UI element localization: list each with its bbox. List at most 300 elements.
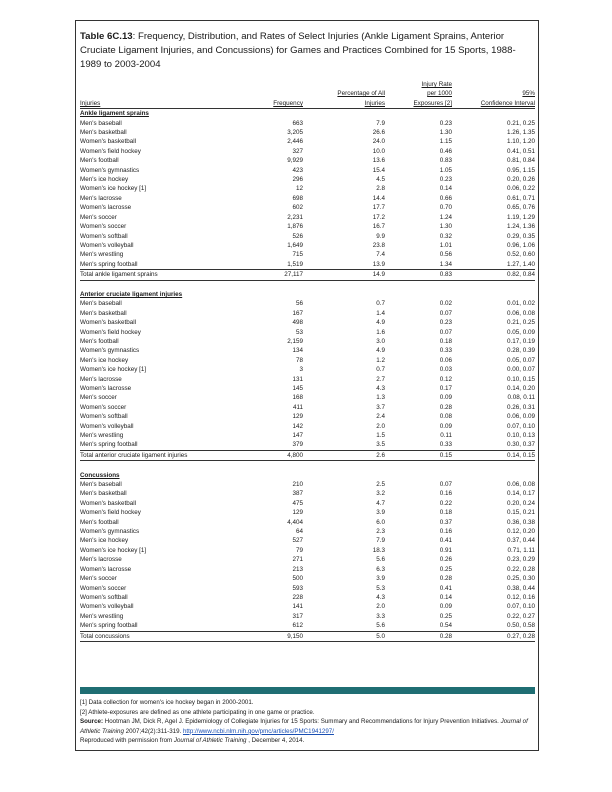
table-cell: 0.46 [439, 147, 452, 155]
table-row [80, 156, 535, 165]
table-cell: 1.24, 1.36 [506, 223, 535, 231]
table-cell: 3,205 [287, 129, 303, 137]
table-cell: Women's softball [80, 593, 128, 601]
table-cell: 2,159 [287, 337, 303, 345]
table-cell: 0.01, 0.02 [506, 300, 535, 308]
table-cell: 9.9 [376, 232, 385, 240]
table-cell: 168 [292, 394, 303, 402]
table-cell: 17.7 [372, 204, 385, 212]
total-cell: 0.28 [385, 631, 452, 641]
table-cell: 612 [292, 622, 303, 630]
table-cell: 5.6 [376, 556, 385, 564]
table-cell: Women's ice hockey [1] [80, 546, 147, 554]
table-cell: 0.12, 0.16 [506, 593, 535, 601]
total-cell: 27,117 [240, 270, 303, 280]
table-row [80, 536, 535, 545]
table-cell: 131 [292, 375, 303, 383]
table-row [80, 527, 535, 536]
table-row [80, 393, 535, 402]
table-cell: 4.3 [376, 593, 385, 601]
table-cell: 1.10, 1.20 [506, 138, 535, 146]
table-cell: 271 [292, 556, 303, 564]
table-row [80, 299, 535, 308]
table-cell: 0.23 [439, 176, 452, 184]
table-cell: 0.37 [439, 518, 452, 526]
table-cell: 147 [292, 432, 303, 440]
table-cell: Men's basketball [80, 490, 127, 498]
table-header [80, 80, 535, 109]
table-row [80, 203, 535, 212]
table-row [80, 147, 535, 156]
table-cell: 0.05, 0.07 [506, 356, 535, 364]
table-row [80, 309, 535, 318]
total-cell: 0.14, 0.15 [452, 450, 535, 460]
total-cell: 0.27, 0.28 [452, 631, 535, 641]
table-cell: Men's soccer [80, 213, 117, 221]
table-cell: 0.20, 0.26 [506, 176, 535, 184]
table-cell: 1.26, 1.35 [506, 129, 535, 137]
table-cell: 0.23 [439, 319, 452, 327]
table-row [80, 175, 535, 184]
table-cell: 0.23 [439, 119, 452, 127]
total-cell: Total anterior cruciate ligament injuries [80, 450, 240, 460]
table-cell: 423 [292, 166, 303, 174]
table-cell: Men's baseball [80, 119, 122, 127]
table-number: Table 6C.13 [80, 31, 133, 42]
table-cell: Women's basketball [80, 319, 137, 327]
table-cell: 0.25, 0.30 [506, 575, 535, 583]
source-citation: 2007;42(2):311-319. [123, 727, 183, 735]
table-cell: 142 [292, 422, 303, 430]
table-row [80, 375, 535, 384]
table-cell: Women's volleyball [80, 422, 134, 430]
table-cell: 5.6 [376, 622, 385, 630]
table-cell: 0.10, 0.15 [506, 375, 535, 383]
table-cell: 53 [295, 328, 303, 336]
table-cell: 0.06, 0.08 [506, 481, 535, 489]
table-cell: 228 [292, 593, 303, 601]
table-cell: Men's lacrosse [80, 375, 122, 383]
table-cell: 475 [292, 499, 303, 507]
col-confidence-interval: 95% Confidence Interval [452, 80, 535, 109]
table-row [80, 260, 535, 270]
table-cell: Men's ice hockey [80, 537, 129, 545]
table-cell: 0.16 [439, 528, 452, 536]
table-row [80, 546, 535, 555]
table-cell: 0.41 [439, 537, 452, 545]
table-cell: 0.20, 0.24 [506, 499, 535, 507]
table-cell: 14.4 [372, 194, 385, 202]
table-cell: 0.08 [439, 413, 452, 421]
table-cell: 3.3 [376, 612, 385, 620]
footnotes [80, 698, 535, 746]
table-cell: 2.7 [376, 375, 385, 383]
table-row [80, 555, 535, 564]
table-cell: 4,404 [287, 518, 303, 526]
table-cell: 2.0 [376, 603, 385, 611]
table-cell: 4.3 [376, 384, 385, 392]
table-row [80, 489, 535, 498]
table-row [80, 241, 535, 250]
table-cell: 0.14, 0.17 [506, 490, 535, 498]
section-heading: Concussions [80, 471, 120, 479]
table-cell: 0.18 [439, 509, 452, 517]
table-cell: 0.17 [439, 384, 452, 392]
table-cell: Women's basketball [80, 138, 137, 146]
table-row [80, 128, 535, 137]
table-row [80, 584, 535, 593]
table-cell: Men's football [80, 337, 119, 345]
table-cell: 1.2 [376, 356, 385, 364]
table-cell: Women's softball [80, 413, 128, 421]
table-cell: 0.14, 0.20 [506, 384, 535, 392]
table-cell: 0.65, 0.76 [506, 204, 535, 212]
table-cell: 26.6 [372, 129, 385, 137]
table-cell: 0.22 [439, 499, 452, 507]
table-title [80, 30, 535, 72]
table-cell: 0.81, 0.84 [506, 157, 535, 165]
footnote-2: [2] Athlete-exposures are defined as one athlete participating in one game or practice. [80, 708, 315, 716]
table-cell: 0.07, 0.10 [506, 422, 535, 430]
table-cell: 0.09 [439, 603, 452, 611]
total-cell: 2.6 [303, 450, 385, 460]
table-cell: 527 [292, 537, 303, 545]
table-cell: 24.0 [372, 138, 385, 146]
table-row [80, 440, 535, 450]
table-cell: 663 [292, 119, 303, 127]
table-row [80, 565, 535, 574]
reproduction-note: Reproduced with permission from Journal of Athletic Training , December 4, 2014. [80, 737, 305, 745]
table-body [80, 109, 535, 642]
table-cell: 23.8 [372, 241, 385, 249]
table-cell: 213 [292, 565, 303, 573]
table-cell: Women's soccer [80, 403, 127, 411]
table-cell: 1.4 [376, 309, 385, 317]
table-row [80, 518, 535, 527]
footnote-1: [1] Data collection for women's ice hockey began in 2000-2001. [80, 699, 254, 706]
table-cell: 0.50, 0.58 [506, 622, 535, 630]
table-cell: 141 [292, 603, 303, 611]
table-cell: Men's baseball [80, 481, 122, 489]
col-percentage: Percentage of All Injuries [303, 80, 385, 109]
source-text: Hootman JM, Dick R, Agel J. Epidemiology of Collegiate Injuries for 15 Sports: Summary and Recommendations for Injury Prevention Initiatives. [103, 718, 501, 726]
source-journal: Journal of Athletic Training [80, 718, 528, 735]
table-cell: 12 [295, 185, 303, 193]
table-cell: 1.05 [439, 166, 452, 174]
table-cell: Men's basketball [80, 129, 127, 137]
table-cell: 2,446 [287, 138, 303, 146]
table-cell: 2.4 [376, 413, 385, 421]
table-cell: 17.2 [372, 213, 385, 221]
table-cell: 0.03 [439, 366, 452, 374]
table-row [80, 602, 535, 611]
table-cell: 1.34 [439, 260, 452, 268]
table-cell: 0.95, 1.15 [506, 166, 535, 174]
source-link[interactable]: http://www.ncbi.nlm.nih.gov/pmc/articles/PMC1941297/ [182, 727, 334, 735]
table-cell: 500 [292, 575, 303, 583]
table-cell: 0.29, 0.35 [506, 232, 535, 240]
table-cell: 2.5 [376, 481, 385, 489]
table-cell: Men's wrestling [80, 612, 124, 620]
table-cell: 4.5 [376, 176, 385, 184]
table-row [80, 222, 535, 231]
table-cell: 0.08, 0.11 [507, 394, 535, 402]
table-cell: 0.41, 0.51 [506, 147, 535, 155]
table-cell: 3.5 [376, 441, 385, 449]
total-cell: 9,150 [240, 631, 303, 641]
table-cell: 0.23, 0.29 [506, 556, 535, 564]
table-cell: 0.28 [439, 403, 452, 411]
table-cell: 0.21, 0.25 [506, 319, 535, 327]
table-cell: 0.54 [439, 622, 452, 630]
table-cell: 317 [292, 612, 303, 620]
table-row [80, 356, 535, 365]
table-cell: Women's soccer [80, 584, 127, 592]
table-row [80, 480, 535, 489]
table-cell: Men's lacrosse [80, 556, 122, 564]
table-cell: 411 [292, 403, 303, 411]
table-cell: 0.07, 0.10 [506, 603, 535, 611]
table-cell: 0.05, 0.09 [506, 328, 535, 336]
table-cell: Women's lacrosse [80, 384, 132, 392]
table-cell: Women's softball [80, 232, 128, 240]
table-cell: 0.22, 0.27 [506, 612, 535, 620]
table-cell: 56 [295, 300, 303, 308]
table-row [80, 422, 535, 431]
table-row [80, 403, 535, 412]
table-cell: 0.09 [439, 422, 452, 430]
table-cell: 0.16 [439, 490, 452, 498]
col-frequency: Frequency [240, 80, 303, 109]
table-cell: 0.14 [439, 593, 452, 601]
table-row [80, 499, 535, 508]
section-heading: Ankle ligament sprains [80, 110, 149, 118]
table-row [80, 365, 535, 374]
total-row [80, 631, 535, 641]
table-cell: 79 [295, 546, 303, 554]
table-cell: 129 [292, 413, 303, 421]
table-cell: 1.24 [439, 213, 452, 221]
table-cell: 210 [292, 481, 303, 489]
section-spacer [80, 280, 535, 290]
table-cell: 498 [292, 319, 303, 327]
table-cell: Women's basketball [80, 499, 137, 507]
table-cell: 0.52, 0.60 [506, 251, 535, 259]
table-cell: 1,876 [287, 223, 303, 231]
table-cell: 0.06, 0.09 [506, 413, 535, 421]
table-cell: 0.07 [439, 481, 452, 489]
table-row [80, 508, 535, 517]
table-cell: 1.30 [439, 129, 452, 137]
table-cell: 0.07 [439, 309, 452, 317]
table-cell: 526 [292, 232, 303, 240]
table-cell: 0.37, 0.44 [506, 537, 535, 545]
table-row [80, 184, 535, 193]
table-cell: Men's baseball [80, 300, 122, 308]
table-cell: 0.18 [439, 337, 452, 345]
table-cell: Women's ice hockey [1] [80, 366, 147, 374]
table-cell: 0.33 [439, 441, 452, 449]
table-cell: Men's spring football [80, 441, 138, 449]
table-cell: 129 [292, 509, 303, 517]
table-cell: 296 [292, 176, 303, 184]
table-cell: Women's ice hockey [1] [80, 185, 147, 193]
table-cell: 0.71, 1.11 [507, 546, 535, 554]
table-row [80, 119, 535, 128]
table-cell: 7.9 [376, 119, 385, 127]
table-cell: 13.6 [372, 157, 385, 165]
table-cell: 1.3 [376, 394, 385, 402]
table-cell: Women's lacrosse [80, 565, 132, 573]
table-cell: 0.26 [439, 556, 452, 564]
table-row [80, 166, 535, 175]
table-row [80, 593, 535, 602]
table-cell: 0.30, 0.37 [506, 441, 535, 449]
table-cell: 0.07 [439, 328, 452, 336]
table-cell: 3 [299, 366, 303, 374]
table-cell: 0.96, 1.06 [506, 241, 535, 249]
table-cell: 0.38, 0.44 [506, 584, 535, 592]
table-cell: 3.2 [376, 490, 385, 498]
table-cell: 6.3 [376, 565, 385, 573]
table-row [80, 137, 535, 146]
table-cell: Women's volleyball [80, 241, 134, 249]
table-cell: 0.17, 0.19 [506, 337, 535, 345]
table-cell: 1.6 [376, 328, 385, 336]
table-cell: 9,929 [287, 157, 303, 165]
total-cell: Total ankle ligament sprains [80, 270, 240, 280]
table-row [80, 412, 535, 421]
table-cell: 7.4 [376, 251, 385, 259]
table-cell: Men's ice hockey [80, 176, 129, 184]
table-cell: 2.3 [376, 528, 385, 536]
table-cell: Women's field hockey [80, 147, 141, 155]
section-heading: Anterior cruciate ligament injuries [80, 290, 183, 298]
table-cell: 4.7 [376, 499, 385, 507]
table-cell: 145 [292, 384, 303, 392]
table-row [80, 213, 535, 222]
accent-bar [80, 687, 535, 694]
table-cell: Women's volleyball [80, 603, 134, 611]
table-cell: 134 [292, 347, 303, 355]
table-cell: 2,231 [287, 213, 303, 221]
table-cell: 0.28, 0.39 [506, 347, 535, 355]
table-cell: 0.28 [439, 575, 452, 583]
table-cell: Men's lacrosse [80, 194, 122, 202]
table-cell: 167 [292, 309, 303, 317]
table-cell: 3.0 [376, 337, 385, 345]
table-cell: 0.61, 0.71 [506, 194, 535, 202]
col-injury-rate: Injury Rate per 1000 Exposures [2] [385, 80, 452, 109]
table-cell: 2.8 [376, 185, 385, 193]
table-row [80, 194, 535, 203]
table-cell: 13.9 [372, 260, 385, 268]
table-cell: Men's football [80, 157, 119, 165]
total-cell: 0.15 [385, 450, 452, 460]
table-cell: 3.7 [376, 403, 385, 411]
table-cell: 593 [292, 584, 303, 592]
table-cell: 327 [292, 147, 303, 155]
table-cell: 0.70 [439, 204, 452, 212]
table-row [80, 384, 535, 393]
table-cell: 0.06, 0.08 [506, 309, 535, 317]
table-cell: 0.21, 0.25 [506, 119, 535, 127]
table-cell: 0.09 [439, 394, 452, 402]
table-cell: Men's wrestling [80, 432, 124, 440]
table-cell: 1.30 [439, 223, 452, 231]
table-cell: Men's basketball [80, 309, 127, 317]
total-cell: 5.0 [303, 631, 385, 641]
table-cell: Women's gymnastics [80, 528, 140, 536]
table-cell: 0.02 [439, 300, 452, 308]
table-row [80, 612, 535, 621]
table-cell: 78 [295, 356, 303, 364]
table-cell: 3.9 [376, 509, 385, 517]
table-cell: Women's soccer [80, 223, 127, 231]
table-cell: 0.7 [376, 300, 385, 308]
table-row [80, 328, 535, 337]
table-cell: Men's wrestling [80, 251, 124, 259]
section-spacer [80, 461, 535, 471]
table-cell: 0.33 [439, 347, 452, 355]
table-cell: Men's soccer [80, 575, 117, 583]
table-cell: 64 [295, 528, 303, 536]
table-cell: 4.9 [376, 347, 385, 355]
table-row [80, 250, 535, 259]
table-cell: 698 [292, 194, 303, 202]
table-cell: 2.0 [376, 422, 385, 430]
table-cell: 0.12, 0.20 [506, 528, 535, 536]
table-cell: 16.7 [372, 223, 385, 231]
table-cell: 0.25 [439, 565, 452, 573]
table-cell: 3.9 [376, 575, 385, 583]
table-cell: 0.32 [439, 232, 452, 240]
table-cell: 0.15, 0.21 [506, 509, 535, 517]
table-cell: Women's lacrosse [80, 204, 132, 212]
table-row [80, 621, 535, 631]
table-row [80, 232, 535, 241]
table-cell: 10.0 [372, 147, 385, 155]
table-cell: 0.91 [439, 546, 452, 554]
source-label: Source: [80, 718, 104, 726]
table-cell: 0.83 [439, 157, 452, 165]
total-cell: 0.82, 0.84 [452, 270, 535, 280]
table-cell: 0.25 [439, 612, 452, 620]
table-cell: 0.10, 0.13 [506, 432, 535, 440]
total-cell: 4,800 [240, 450, 303, 460]
table-cell: 0.11 [440, 432, 452, 440]
table-row [80, 337, 535, 346]
table-cell: 0.22, 0.28 [506, 565, 535, 573]
source-note [80, 717, 535, 736]
table-cell: 0.56 [439, 251, 452, 259]
table-cell: 1.15 [439, 138, 452, 146]
table-caption: : Frequency, Distribution, and Rates of Select Injuries (Ankle Ligament Sprains, Anterior Cruciate Ligament Injuries, and Concussions) for Games and Practices Combined for 15 Sports, 1988-1989 to 2003-2004 [80, 31, 516, 70]
table-cell: 379 [292, 441, 303, 449]
table-cell: 1.5 [376, 432, 385, 440]
table-cell: 602 [292, 204, 303, 212]
total-cell: 0.83 [385, 270, 452, 280]
table-cell: Women's field hockey [80, 328, 141, 336]
table-cell: 1.19, 1.29 [506, 213, 535, 221]
table-cell: 6.0 [376, 518, 385, 526]
table-cell: Men's spring football [80, 260, 138, 268]
table-row [80, 574, 535, 583]
col-injuries: Injuries [80, 80, 240, 109]
table-cell: 0.14 [439, 185, 452, 193]
table-cell: Women's gymnastics [80, 347, 140, 355]
table-cell: Men's soccer [80, 394, 117, 402]
